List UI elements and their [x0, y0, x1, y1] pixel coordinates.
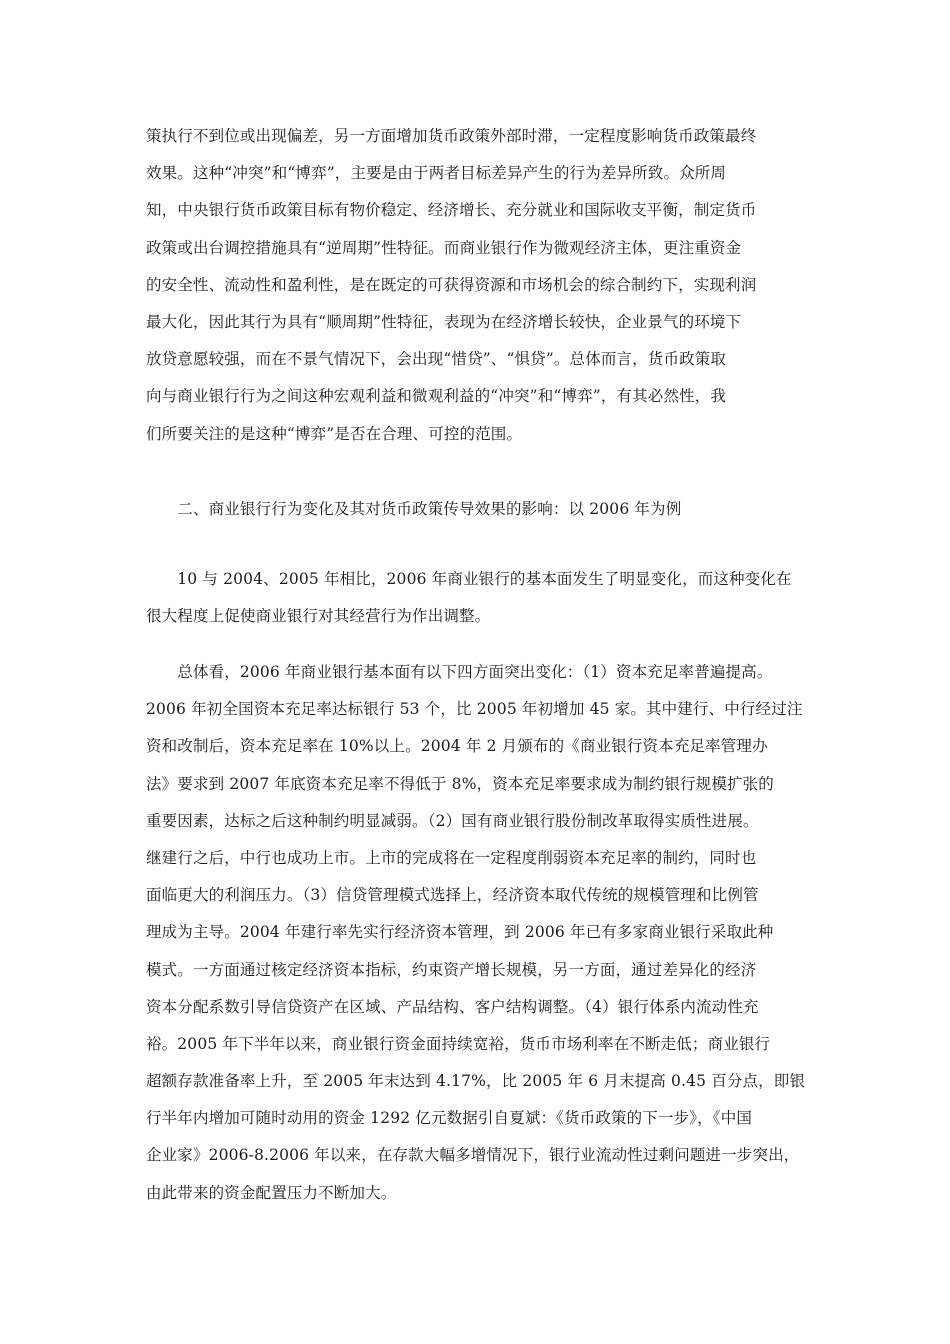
text-line: 资和改制后，资本充足率在 10%以上。2004 年 2 月颁布的《商业银行资本充足率管理办	[146, 737, 768, 756]
text-line: 政策或出台调控措施具有“逆周期”性特征。而商业银行作为微观经济主体，更注重资金	[146, 238, 742, 257]
text-line: 10 与 2004、2005 年相比，2006 年商业银行的基本面发生了明显变化，而这种变化在	[146, 570, 792, 588]
text-line: 由此带来的资金配置压力不断加大。	[146, 1183, 397, 1202]
paragraph-conflict-game	[146, 118, 810, 453]
text-line: 继建行之后，中行也成功上市。上市的完成将在一定程度削弱资本充足率的制约，同时也	[146, 848, 757, 867]
text-line: 最大化，因此其行为具有“顺周期”性特征，表现为在经济增长较快，企业景气的环境下	[146, 312, 742, 331]
text-line: 理成为主导。2004 年建行率先实行经济资本管理，到 2006 年已有多家商业银行采取此种	[146, 923, 774, 942]
text-line: 的安全性、流动性和盈利性，是在既定的可获得资源和市场机会的综合制约下，实现利润	[146, 275, 757, 294]
paragraph-2006-comparison	[146, 561, 810, 635]
text-line: 法》要求到 2007 年底资本充足率不得低于 8%，资本充足率要求成为制约银行规模扩张的	[146, 774, 774, 793]
text-line: 超额存款准备率上升，至 2005 年末达到 4.17%，比 2005 年 6 月末提高 0.45 百分点，即银	[146, 1072, 806, 1091]
text-line: 资本分配系数引导信贷资产在区域、产品结构、客户结构调整。（4）银行体系内流动性充	[146, 997, 759, 1016]
text-line: 放贷意愿较强，而在不景气情况下，会出现“惜贷”、“惧贷”。总体而言，货币政策取	[146, 350, 727, 369]
text-line: 面临更大的利润压力。（3）信贷管理模式选择上，经济资本取代传统的规模管理和比例管	[146, 886, 759, 905]
text-line: 企业家》2006-8.2006 年以来，在存款大幅多增情况下，银行业流动性过剩问题进一步突出，	[146, 1146, 800, 1165]
text-line: 向与商业银行行为之间这种宏观利益和微观利益的“冲突”和“博弈”，有其必然性，我	[146, 387, 727, 406]
text-line: 效果。这种“冲突”和“博弈”，主要是由于两者目标差异产生的行为差异所致。众所周	[146, 164, 727, 183]
section-heading	[146, 491, 810, 528]
text-line: 策执行不到位或出现偏差，另一方面增加货币政策外部时滞，一定程度影响货币政策最终	[146, 127, 757, 145]
text-line: 模式。一方面通过核定经济资本指标，约束资产增长规模，另一方面，通过差异化的经济	[146, 960, 757, 979]
paragraph-four-changes	[146, 654, 810, 1212]
section-heading-text: 二、商业银行行为变化及其对货币政策传导效果的影响：以 2006 年为例	[146, 500, 682, 518]
text-line: 重要因素，达标之后这种制约明显减弱。（2）国有商业银行股份制改革取得实质性进展。	[146, 811, 759, 830]
text-line: 们所要关注的是这种“博弈”是否在合理、可控的范围。	[146, 424, 523, 443]
text-line: 知，中央银行货币政策目标有物价稳定、经济增长、充分就业和国际收支平衡，制定货币	[146, 201, 757, 220]
text-line: 总体看，2006 年商业银行基本面有以下四方面突出变化：（1）资本充足率普遍提高。	[146, 663, 773, 681]
text-line: 很大程度上促使商业银行对其经营行为作出调整。	[146, 607, 491, 626]
text-line: 裕。2005 年下半年以来，商业银行资金面持续宽裕，货币市场利率在不断走低；商业银行	[146, 1034, 771, 1053]
text-line: 2006 年初全国资本充足率达标银行 53 个，比 2005 年初增加 45 家。其中建行、中行经过注	[146, 700, 803, 719]
text-line: 行半年内增加可随时动用的资金 1292 亿元数据引自夏斌：《货币政策的下一步》，《中国	[146, 1109, 753, 1128]
